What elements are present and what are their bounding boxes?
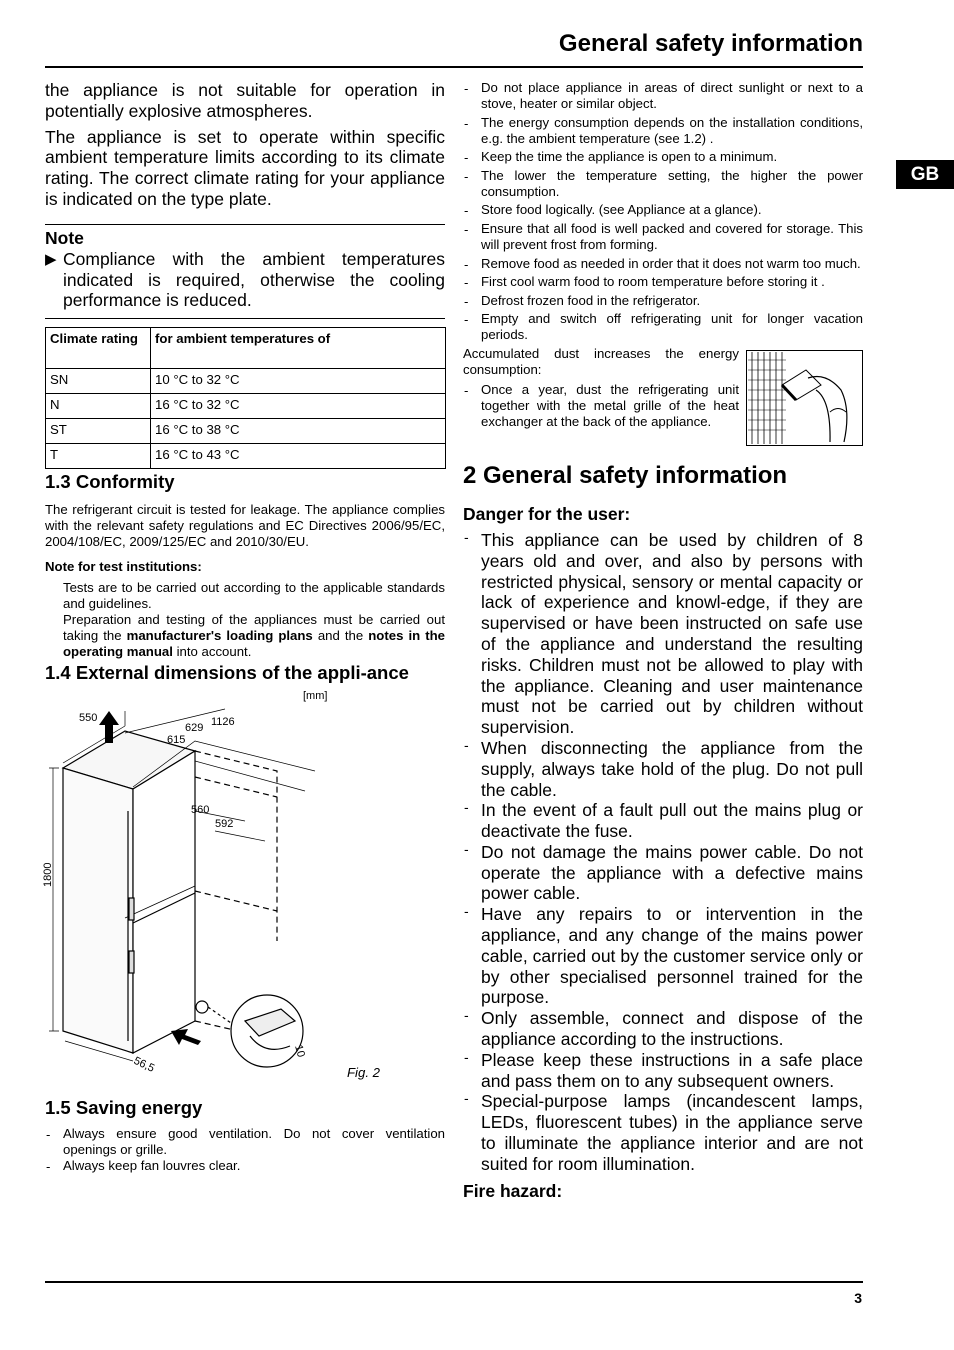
list-item: - In the event of a fault pull out the mains plug or deactivate the fuse. xyxy=(463,800,863,842)
conformity-heading: 1.3 Conformity xyxy=(45,471,175,493)
cleaning-brush-illustration xyxy=(746,350,863,446)
dim-label: 10 xyxy=(292,1043,307,1059)
table-cell: T xyxy=(46,444,151,469)
text-span: and the xyxy=(312,628,369,644)
list-item: - Do not place appliance in areas of direct sunlight or next to a stove, heater or similar object. xyxy=(463,80,863,112)
test-note-title: Note for test institutions: xyxy=(45,559,202,575)
bold-span: manufacturer's loading plans xyxy=(126,628,313,644)
dim-label: 615 xyxy=(167,734,186,747)
fridge-dimensions-drawing xyxy=(42,690,445,1091)
list-item: - Always keep fan louvres clear. xyxy=(45,1158,445,1174)
text-span: into account. xyxy=(172,644,252,660)
list-item: - The lower the temperature setting, the higher the power consumption. xyxy=(463,168,863,200)
dim-label: 592 xyxy=(215,818,234,831)
note-title: Note xyxy=(45,227,84,248)
right-column xyxy=(463,80,863,1202)
unit-label: [mm] xyxy=(303,690,328,703)
intro-paragraph: The appliance is set to operate within specific ambient temperature limits according to its climate rating. The correct climate rating for your appliance is indicated on the type plate. xyxy=(45,126,445,209)
dim-label: 629 xyxy=(185,722,204,735)
list-item: - Remove food as needed in order that it does not warm too much. xyxy=(463,256,863,272)
figure-caption: Fig. 2 xyxy=(347,1065,380,1081)
page-number: 3 xyxy=(854,1290,862,1306)
list-item: - Always ensure good ventilation. Do not cover ventilation openings or grille. xyxy=(45,1126,445,1158)
dimensions-heading: 1.4 External dimensions of the appli-ance xyxy=(45,662,409,684)
list-item: - Please keep these instructions in a safe place and pass them on to any subsequent owners. xyxy=(463,1050,863,1092)
language-tab: GB xyxy=(896,160,954,189)
note-text: Compliance with the ambient temperatures indicated is required, otherwise the cooling performance is reduced. xyxy=(63,248,445,311)
footer-rule xyxy=(45,1281,863,1283)
table-row xyxy=(46,394,446,419)
list-item: - Keep the time the appliance is open to a minimum. xyxy=(463,149,863,165)
saving-list xyxy=(45,1126,445,1174)
list-item: - Special-purpose lamps (incandescent lamps, LEDs, fluorescent tubes) in the appliance serve to illuminate the appliance interior and are not suited for room illumination. xyxy=(463,1091,863,1174)
list-item: - Once a year, dust the refrigerating unit together with the metal grille of the heat exchanger at the back of the appliance. xyxy=(463,382,739,430)
list-item: - Store food logically. (see Appliance at a glance). xyxy=(463,202,863,218)
list-item: - The energy consumption depends on the installation conditions, e.g. the ambient temperature (see 1.2) . xyxy=(463,115,863,147)
test-note-line xyxy=(45,612,445,660)
triangle-right-icon: ▶ xyxy=(45,250,57,268)
list-item: - This appliance can be used by children of 8 years old and over, and also by persons with restricted physical, sensory or mental capacity or lack of experience and knowl-edge, if they are supervised or have been instructed on safe use of the appliance and understand the resulting risks. Children must not be allowed to play with the appliance. Cleaning and user maintenance must not be carried out by children without supervision. xyxy=(463,530,863,738)
list-item: - Only assemble, connect and dispose of the appliance according to the instructions. xyxy=(463,1008,863,1050)
list-item: - First cool warm food to room temperature before storing it . xyxy=(463,274,863,290)
table-row xyxy=(46,444,446,469)
list-item: - Ensure that all food is well packed and covered for storage. This will prevent frost from forming. xyxy=(463,221,863,253)
tips-list xyxy=(463,80,863,343)
table-cell: 10 °C to 32 °C xyxy=(151,369,446,394)
left-column xyxy=(42,80,446,1174)
table-header-cell: for ambient temperatures of xyxy=(151,328,446,369)
saving-heading: 1.5 Saving energy xyxy=(45,1097,203,1119)
list-item: - Have any repairs to or intervention in the appliance, and any change of the mains power cable, carried out by the customer service only or by other specialised personnel trained for the purpose. xyxy=(463,904,863,1008)
danger-list xyxy=(463,530,863,1175)
table-cell: ST xyxy=(46,419,151,444)
table-cell: N xyxy=(46,394,151,419)
table-header-cell: Climate rating xyxy=(46,328,151,369)
dust-block xyxy=(463,346,863,442)
dim-label: 560 xyxy=(191,804,210,817)
table-row xyxy=(46,369,446,394)
test-note-line: Tests are to be carried out according to the applicable standards and guidelines. xyxy=(63,580,445,612)
dust-list xyxy=(463,382,739,430)
page-title: General safety information xyxy=(558,30,863,57)
note-row xyxy=(45,249,445,311)
dust-text: Accumulated dust increases the energy consumption: xyxy=(463,345,739,377)
dim-label: 550 xyxy=(79,712,98,725)
bold-span: notes in the operating manual xyxy=(63,628,446,660)
table-cell: 16 °C to 32 °C xyxy=(151,394,446,419)
conformity-text: The refrigerant circuit is tested for leakage. The appliance complies with the relevant safety regulations and EC Directives 2006/95/EC, 2004/108/EC, 2009/125/EC and 2010/30/EU. xyxy=(45,502,445,550)
note-box xyxy=(45,224,445,319)
dim-label: 1800 xyxy=(42,862,54,888)
table-header-row xyxy=(46,328,446,369)
intro-paragraph: the appliance is not suitable for operation in potentially explosive atmospheres. xyxy=(45,80,445,121)
table-cell: 16 °C to 43 °C xyxy=(151,444,446,469)
list-item: - When disconnecting the appliance from the supply, always take hold of the plug. Do not pull the cable. xyxy=(463,738,863,800)
header-rule xyxy=(45,66,863,68)
danger-heading: Danger for the user: xyxy=(463,503,631,524)
section-heading: 2 General safety information xyxy=(463,461,788,489)
list-item: - Empty and switch off refrigerating unit for longer vacation periods. xyxy=(463,311,863,343)
dim-label: 56,5 xyxy=(131,1055,157,1075)
text-span: Preparation and testing of the appliances must be carried out taking the xyxy=(63,612,445,644)
dust-text-block xyxy=(463,346,739,430)
list-item: - Defrost frozen food in the refrigerator. xyxy=(463,293,863,309)
dim-label: 1126 xyxy=(211,716,235,729)
table-cell: 16 °C to 38 °C xyxy=(151,419,446,444)
table-cell: SN xyxy=(46,369,151,394)
fire-heading: Fire hazard: xyxy=(463,1180,563,1201)
table-row xyxy=(46,419,446,444)
climate-table xyxy=(45,327,446,469)
list-item: - Do not damage the mains power cable. Do not operate the appliance with a defective mains power cable. xyxy=(463,842,863,904)
dimensions-figure xyxy=(42,690,445,1091)
